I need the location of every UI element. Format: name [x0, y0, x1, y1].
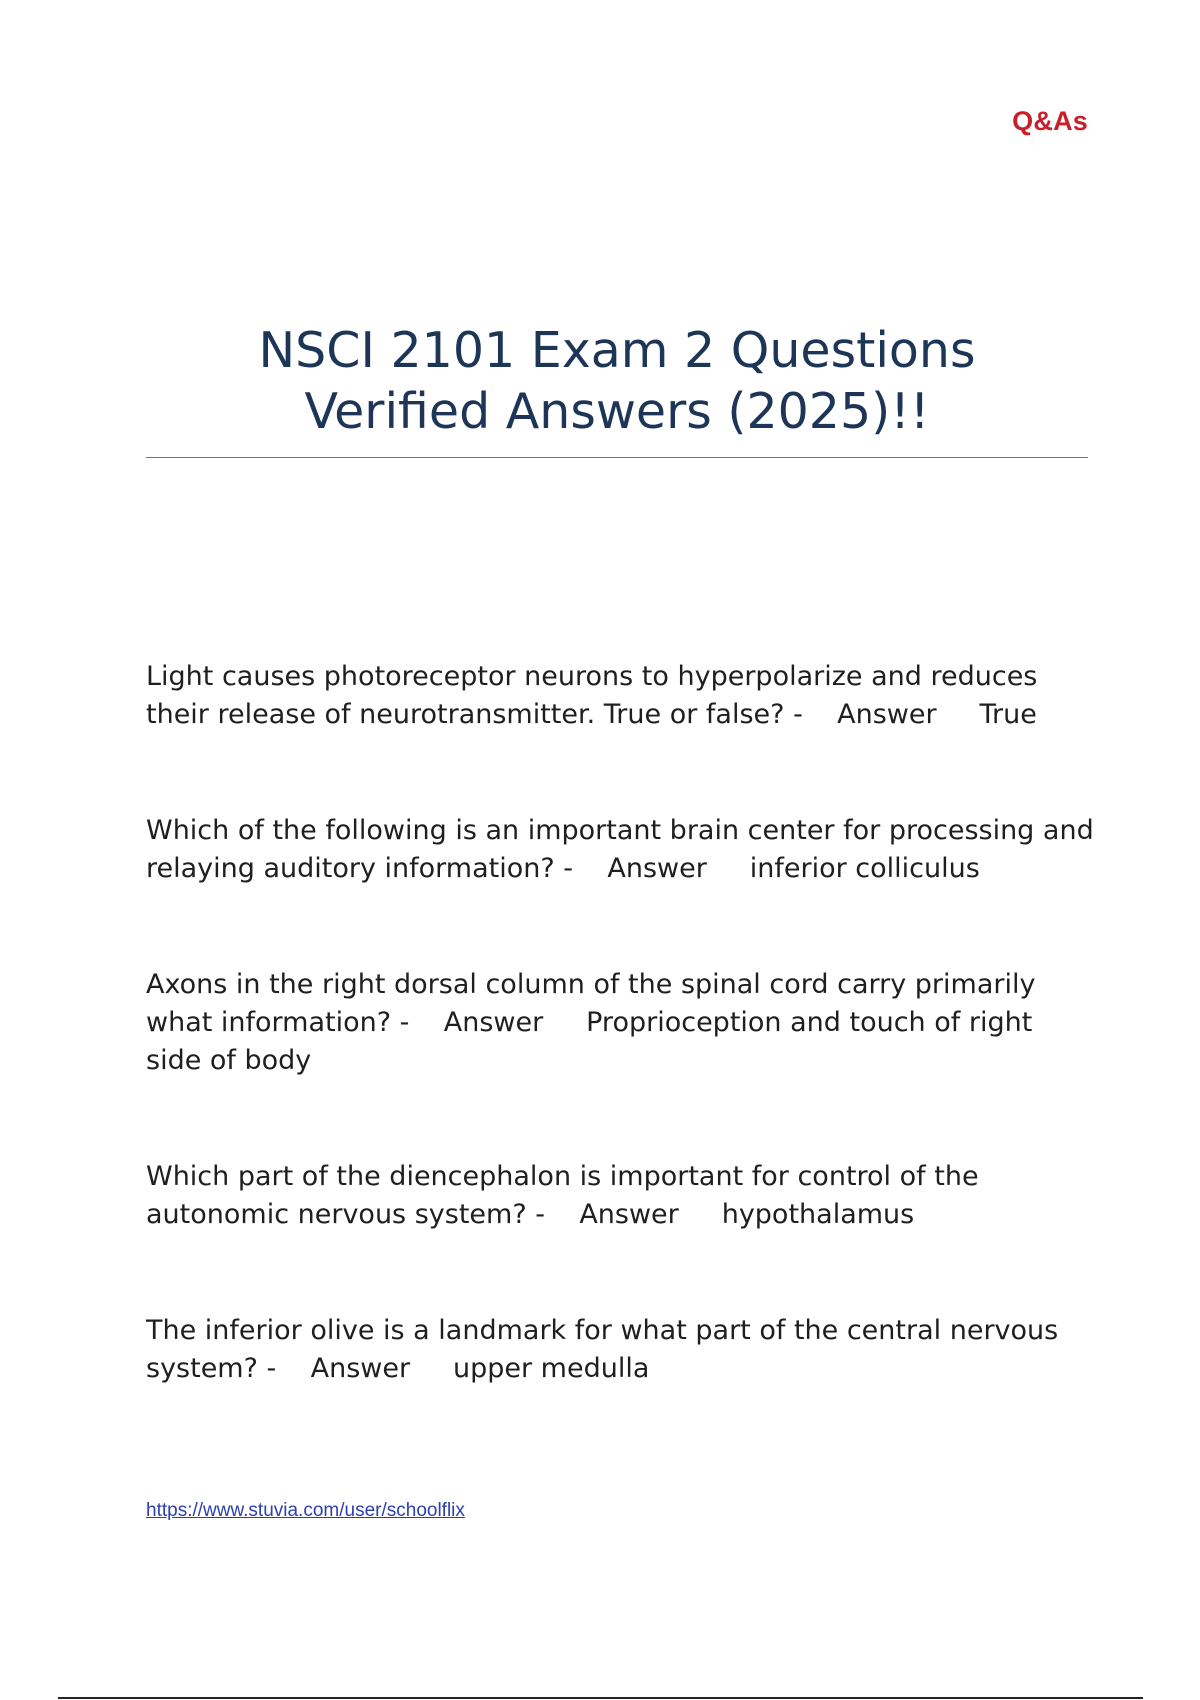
- qa-item: [146, 812, 1096, 888]
- answer-text: Proprioception and touch of right side of body: [146, 1007, 1033, 1076]
- document-title-text: [146, 320, 1088, 442]
- qa-item: [146, 1158, 1096, 1234]
- answer-label: Answer: [579, 1199, 679, 1230]
- answer-label: Answer: [443, 1007, 544, 1038]
- qa-item: [146, 1312, 1096, 1388]
- qa-list: [146, 658, 1096, 1466]
- title-line-1: NSCI 2101 Exam 2 Questions: [258, 322, 976, 379]
- answer-label: Answer: [837, 699, 937, 730]
- title-line-2: Verified Answers (2025)!!: [304, 383, 930, 440]
- question-text: Axons in the right dorsal column of the spinal cord carry primarily what information? -: [146, 969, 1036, 1038]
- question-text: Which of the following is an important brain center for processing and relaying auditory information? -: [146, 815, 1094, 884]
- title-divider: [146, 457, 1088, 458]
- question-text: The inferior olive is a landmark for what part of the central nervous system? -: [146, 1315, 1059, 1384]
- source-link[interactable]: https://www.stuvia.com/user/schoolflix: [146, 1500, 465, 1521]
- footer-divider: [58, 1697, 1143, 1699]
- qa-item: [146, 966, 1096, 1080]
- answer-text: upper medulla: [453, 1353, 650, 1384]
- answer-text: inferior colliculus: [749, 853, 980, 884]
- answer-text: hypothalamus: [721, 1199, 915, 1230]
- question-text: Light causes photoreceptor neurons to hyperpolarize and reduces their release of neurotransmitter. True or false? -: [146, 661, 1038, 730]
- qa-item: [146, 658, 1096, 734]
- answer-text: True: [979, 699, 1037, 730]
- document-title: [146, 320, 1088, 442]
- qa-header-tag: Q&As: [1012, 106, 1088, 136]
- answer-label: Answer: [310, 1353, 411, 1384]
- answer-label: Answer: [607, 853, 707, 884]
- question-text: Which part of the diencephalon is important for control of the autonomic nervous system? -: [146, 1161, 979, 1230]
